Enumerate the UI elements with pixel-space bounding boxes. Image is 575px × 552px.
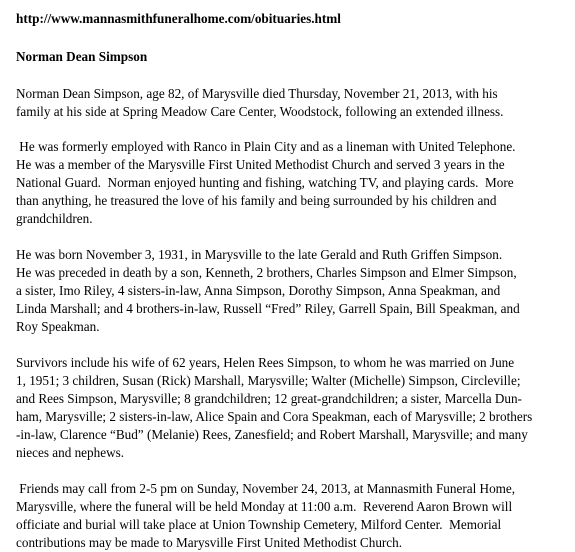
text-line: Roy Speakman.: [16, 319, 100, 334]
text-line: -in-law, Clarence “Bud” (Melanie) Rees, Zanesfield; and Robert Marshall, Marysville; and many: [16, 427, 528, 442]
obituary-document: [16, 10, 572, 552]
text-line: family at his side at Spring Meadow Care Center, Woodstock, following an extended illness.: [16, 104, 504, 119]
text-line: Norman Dean Simpson, age 82, of Marysville died Thursday, November 21, 2013, with his: [16, 86, 498, 101]
text-line: grandchildren.: [16, 211, 93, 226]
text-line: He was born November 3, 1931, in Marysville to the late Gerald and Ruth Griffen Simpson.: [16, 247, 503, 262]
text-line: Linda Marshall; and 4 brothers-in-law, Russell “Fred” Riley, Garrell Spain, Bill Speakman, and: [16, 301, 520, 316]
text-line: than anything, he treasured the love of his family and being surrounded by his children and: [16, 193, 497, 208]
deceased-name-heading: Norman Dean Simpson: [16, 49, 148, 64]
text-line: National Guard. Norman enjoyed hunting and fishing, watching TV, and playing cards. More: [16, 175, 514, 190]
paragraph-life-summary: [16, 138, 572, 228]
text-line: nieces and nephews.: [16, 445, 125, 460]
text-line: He was preceded in death by a son, Kenneth, 2 brothers, Charles Simpson and Elmer Simpson,: [16, 265, 517, 280]
text-line: officiate and burial will take place at Union Township Cemetery, Milford Center. Memorial: [16, 517, 502, 532]
text-line: and Rees Simpson, Marysville; 8 grandchildren; 12 great-grandchildren; a sister, Marcella Dun-: [16, 391, 522, 406]
text-line: ham, Marysville; 2 sisters-in-law, Alice Spain and Cora Speakman, each of Marysville; 2 brothers: [16, 409, 533, 424]
paragraph-birth-and-predeceased: [16, 246, 572, 336]
paragraph-death-notice: [16, 85, 572, 121]
paragraph-survivors: [16, 354, 572, 462]
source-url: http://www.mannasmithfuneralhome.com/obituaries.html: [16, 11, 341, 26]
text-line: Survivors include his wife of 62 years, Helen Rees Simpson, to whom he was married on June: [16, 355, 515, 370]
text-line: Friends may call from 2-5 pm on Sunday, November 24, 2013, at Mannasmith Funeral Home,: [16, 481, 516, 496]
text-line: a sister, Imo Riley, 4 sisters-in-law, Anna Simpson, Dorothy Simpson, Anna Speakman, and: [16, 283, 501, 298]
text-line: Marysville, where the funeral will be held Monday at 11:00 a.m. Reverend Aaron Brown will: [16, 499, 513, 514]
text-line: He was formerly employed with Ranco in Plain City and as a lineman with United Telephone.: [16, 139, 516, 154]
paragraph-services: [16, 480, 572, 552]
text-line: contributions may be made to Marysville First United Methodist Church.: [16, 535, 403, 550]
text-line: 1, 1951; 3 children, Susan (Rick) Marshall, Marysville; Walter (Michelle) Simpson, Circleville;: [16, 373, 521, 388]
text-line: He was a member of the Marysville First United Methodist Church and served 3 years in the: [16, 157, 505, 172]
